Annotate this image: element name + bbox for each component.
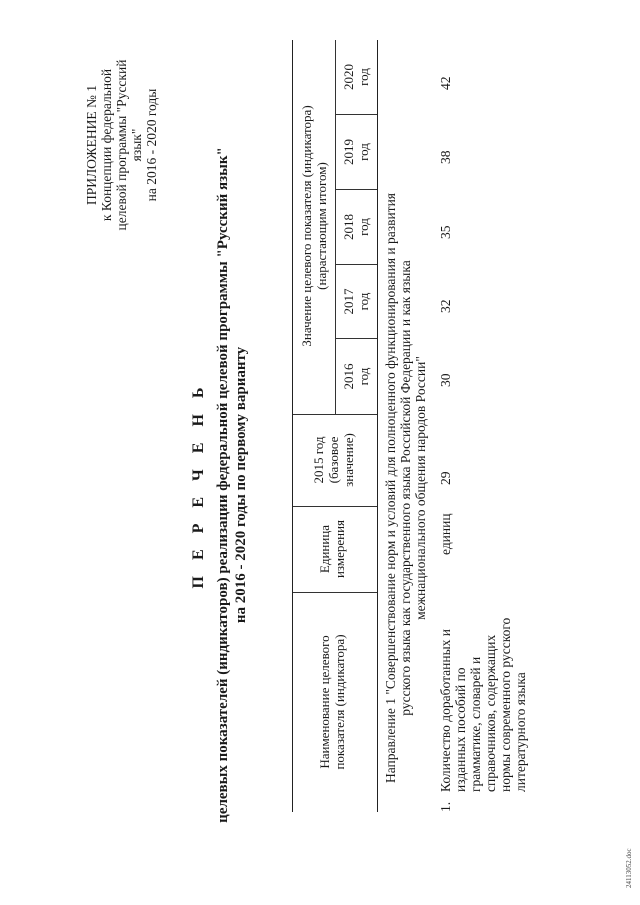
col-header-base: 2015 год (базовое значение) [311, 433, 356, 487]
document-title: П Е Р Е Ч Е Н Ь [190, 381, 207, 589]
year-2020-header: 2020 год [341, 64, 371, 90]
row-number: 1. [438, 801, 453, 812]
indicator-table-header [292, 40, 378, 812]
year-2018-header: 2018 год [341, 214, 371, 240]
year-2017-header: 2017 год [341, 288, 371, 315]
document-subtitle [214, 125, 250, 845]
row-value-2017: 32 [438, 299, 453, 313]
year-2019-header: 2019 год [341, 139, 371, 165]
row-indicator-name: Количество доработанных и изданных пособий по грамматике, словарей и справочников, содержащих нормы современного русского литературного языка [438, 617, 528, 792]
direction-heading: Направление 1 "Совершенствование норм и условий для полноценного функционирования и развития русского языка как государственного языка Российской Федерации и как языка межнационального общения народов России" [383, 192, 428, 784]
col-header-target-group: Значение целевого показателя (индикатора) (нарастающим итогом) [299, 105, 329, 347]
appendix-line-1: к Концепции федеральной [99, 68, 114, 222]
col-divider [293, 592, 377, 593]
row-value-2019: 38 [438, 150, 453, 164]
year-2016-header: 2016 год [341, 363, 371, 390]
row-value-2020: 42 [438, 76, 453, 90]
row-value-2018: 35 [438, 225, 453, 239]
col-header-unit: Единица измерения [317, 519, 347, 579]
appendix-block [84, 45, 159, 245]
appendix-line-2: целевой программы "Русский язык" [114, 59, 144, 231]
subtitle-line-1: целевых показателей (индикаторов) реализации федеральной целевой программы "Русский язык" [215, 147, 231, 823]
appendix-title: ПРИЛОЖЕНИЕ № 1 [84, 84, 99, 206]
subtitle-line-2: на 2016 - 2020 годы по первому варианту [233, 346, 249, 624]
col-header-name: Наименование целевого показателя (индикатора) [317, 634, 347, 770]
col-divider [293, 506, 377, 507]
file-footer: 24113052.doc [625, 848, 633, 888]
row-divider [335, 40, 336, 415]
row-value-2016: 30 [438, 373, 453, 387]
row-base-value: 29 [438, 471, 453, 485]
row-unit: единиц [438, 513, 453, 555]
appendix-line-3: на 2016 - 2020 годы [144, 88, 159, 202]
